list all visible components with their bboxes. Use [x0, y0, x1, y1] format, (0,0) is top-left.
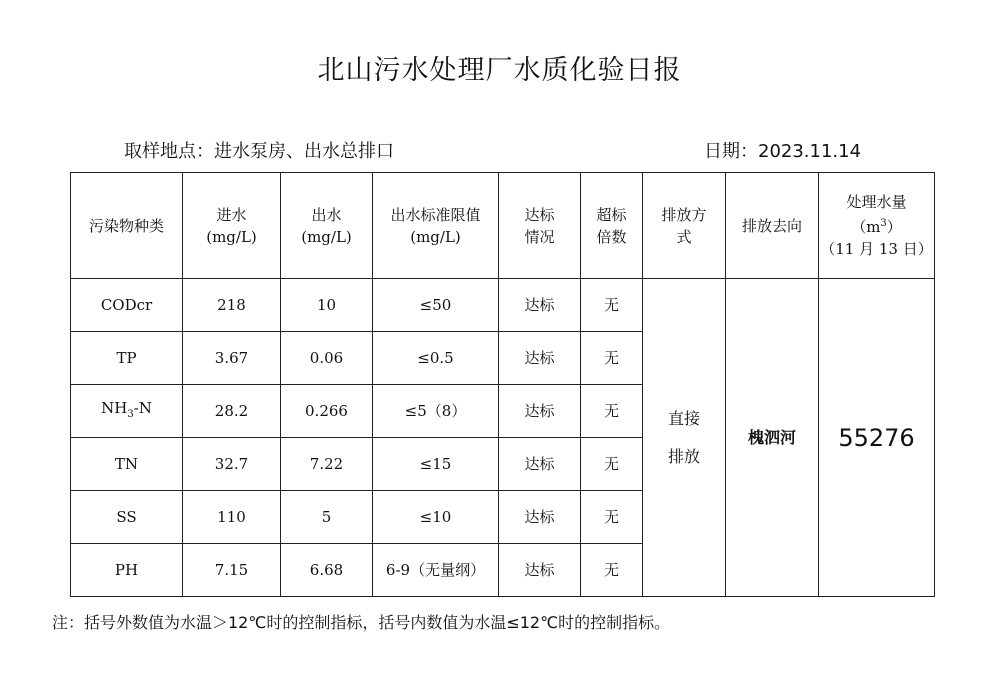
water-quality-table [70, 172, 935, 597]
header-pollutant [71, 173, 183, 279]
header-exceed [581, 173, 643, 279]
discharge-method-line1: 直接 [667, 408, 700, 428]
row-exceed: 无 [581, 491, 643, 544]
row-exceed: 无 [581, 332, 643, 385]
header-volume-label: 处理水量 [846, 193, 907, 211]
row-limit: 6-9（无量纲） [373, 544, 499, 597]
row-outflow: 0.266 [281, 385, 373, 438]
row-outflow: 6.68 [281, 544, 373, 597]
row-limit: ≤5（8） [373, 385, 499, 438]
header-inflow [183, 173, 281, 279]
row-outflow: 0.06 [281, 332, 373, 385]
row-status: 达标 [499, 438, 581, 491]
header-exceed-line2: 倍数 [596, 227, 627, 246]
row-inflow: 110 [183, 491, 281, 544]
header-row [71, 173, 935, 279]
row-name: PH [71, 544, 183, 597]
header-outflow-label: 出水 [311, 205, 342, 224]
row-outflow: 5 [281, 491, 373, 544]
row-inflow: 3.67 [183, 332, 281, 385]
row-status: 达标 [499, 332, 581, 385]
row-exceed: 无 [581, 385, 643, 438]
row-inflow: 28.2 [183, 385, 281, 438]
header-limit [373, 173, 499, 279]
row-limit: ≤10 [373, 491, 499, 544]
row-limit: ≤50 [373, 279, 499, 332]
row-inflow: 218 [183, 279, 281, 332]
row-name-main: NH [101, 398, 128, 417]
discharge-destination-cell: 槐泗河 [726, 279, 819, 597]
header-method [643, 173, 726, 279]
header-method-line2: 式 [676, 227, 692, 246]
header-inflow-label: 进水 [216, 205, 247, 224]
header-destination-label: 排放去向 [741, 216, 802, 235]
row-name: TP [71, 332, 183, 385]
sampling-location: 取样地点：进水泵房、出水总排口 [124, 141, 394, 162]
header-volume-date: （11 月 13 日） [820, 240, 933, 258]
row-status: 达标 [499, 385, 581, 438]
treated-volume-cell: 55276 [819, 279, 935, 597]
report-date: 日期：2023.11.14 [704, 141, 862, 162]
row-inflow: 7.15 [183, 544, 281, 597]
header-inflow-unit: (mg/L) [206, 227, 257, 246]
header-exceed-line1: 超标 [596, 205, 627, 224]
row-name-tail: -N [133, 398, 152, 417]
header-status-line1: 达标 [524, 205, 555, 224]
row-name-sub: 3 [127, 408, 134, 420]
header-volume-unit-pre: （m [851, 218, 881, 236]
row-name: CODcr [71, 279, 183, 332]
header-pollutant-label: 污染物种类 [88, 216, 164, 235]
row-name: TN [71, 438, 183, 491]
row-inflow: 32.7 [183, 438, 281, 491]
header-volume-unit-sup: 3 [880, 218, 887, 229]
row-exceed: 无 [581, 279, 643, 332]
header-status [499, 173, 581, 279]
row-limit: ≤0.5 [373, 332, 499, 385]
header-destination [726, 173, 819, 279]
header-method-line1: 排放方 [661, 205, 707, 224]
header-outflow [281, 173, 373, 279]
row-status: 达标 [499, 544, 581, 597]
row-status: 达标 [499, 491, 581, 544]
header-outflow-unit: (mg/L) [301, 227, 352, 246]
row-name: SS [71, 491, 183, 544]
row-outflow: 10 [281, 279, 373, 332]
row-limit: ≤15 [373, 438, 499, 491]
row-exceed: 无 [581, 544, 643, 597]
header-limit-unit: (mg/L) [410, 227, 461, 246]
header-volume-unit-post: ） [886, 218, 902, 236]
row-exceed: 无 [581, 438, 643, 491]
footnote: 注：括号外数值为水温＞12℃时的控制指标，括号内数值为水温≤12℃时的控制指标。 [52, 613, 671, 632]
header-volume [819, 173, 935, 279]
row-status: 达标 [499, 279, 581, 332]
report-title: 北山污水处理厂水质化验日报 [317, 55, 682, 86]
discharge-method-cell [643, 279, 726, 597]
row-name [71, 385, 183, 438]
table-row [71, 279, 935, 332]
row-outflow: 7.22 [281, 438, 373, 491]
discharge-method-line2: 排放 [667, 446, 700, 466]
header-status-line2: 情况 [524, 227, 555, 246]
header-limit-label: 出水标准限值 [390, 205, 481, 224]
